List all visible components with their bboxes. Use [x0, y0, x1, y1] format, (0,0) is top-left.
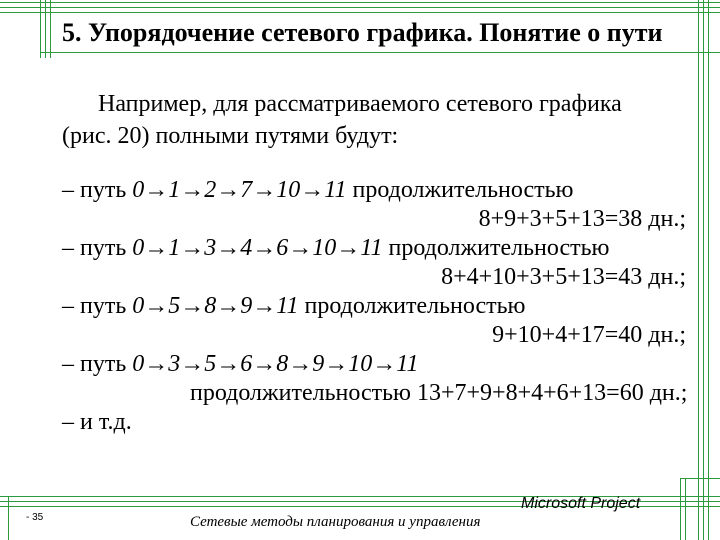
frame-line-right-2 [703, 0, 704, 540]
frame-line-left-1 [40, 0, 41, 58]
path-sequence: 0→5→8→9→11 [132, 293, 299, 319]
frame-line-bottom-right-v1 [680, 478, 681, 540]
frame-line-title-under [40, 52, 720, 53]
path-1 [62, 176, 686, 205]
path-prefix: – путь [62, 293, 133, 319]
page-number: - 35 [26, 512, 44, 523]
path-prefix: – путь [62, 351, 133, 377]
path-prefix: – путь [62, 177, 133, 203]
frame-line-top-3 [0, 12, 720, 13]
frame-line-top-1 [0, 2, 720, 3]
path-suffix: продолжительностью [346, 177, 574, 203]
path-sequence: 0→3→5→6→8→9→10→11 [132, 351, 419, 377]
path-3 [62, 292, 686, 321]
paths-list [62, 176, 686, 437]
path-suffix: продолжительностью [298, 293, 526, 319]
path-4 [62, 350, 686, 379]
footer-brand: Microsoft Project [521, 495, 641, 512]
frame-line-left-3 [50, 0, 51, 58]
frame-line-top-2 [0, 7, 720, 8]
frame-line-bottom-right-v2 [685, 478, 686, 540]
path-1-duration: 8+9+3+5+13=38 дн.; [478, 206, 686, 232]
path-suffix: продолжительностью [382, 235, 610, 261]
page-title: 5. Упорядочение сетевого графика. Понятие о пути [62, 18, 663, 47]
frame-line-left-2 [45, 0, 46, 58]
footer-course-title: Сетевые методы планирования и управления [190, 514, 481, 530]
paths-ending: – и т.д. [62, 409, 132, 435]
frame-line-right-1 [698, 0, 699, 540]
frame-line-bottom-left-v [8, 496, 9, 540]
path-sequence: 0→1→3→4→6→10→11 [132, 235, 383, 261]
path-4-duration: продолжительностью 13+7+9+8+4+6+13=60 дн.; [190, 380, 688, 406]
path-sequence: 0→1→2→7→10→11 [132, 177, 347, 203]
path-2 [62, 234, 686, 263]
path-prefix: – путь [62, 235, 133, 261]
intro-text [62, 88, 682, 152]
frame-line-right-3 [708, 0, 709, 540]
intro-line-1: Например, для рассматриваемого сетевого графика [98, 91, 622, 117]
frame-line-bottom-right-h [680, 478, 720, 479]
path-3-duration: 9+10+4+17=40 дн.; [492, 322, 686, 348]
intro-line-2: (рис. 20) полными путями будут: [62, 123, 399, 149]
path-2-duration: 8+4+10+3+5+13=43 дн.; [441, 264, 686, 290]
